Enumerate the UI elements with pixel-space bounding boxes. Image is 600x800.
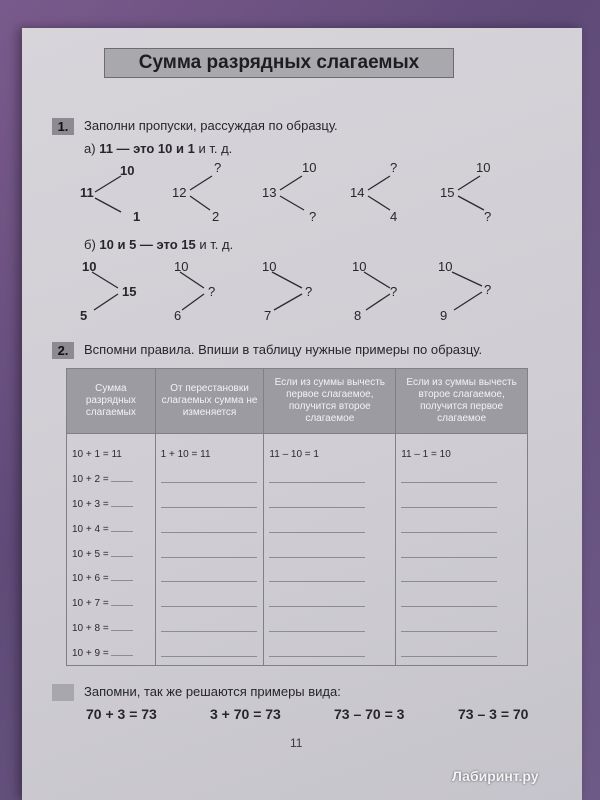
table-cell: 11 – 1 = 10 bbox=[396, 434, 528, 467]
tree-bottom: 2 bbox=[212, 209, 220, 224]
answer-blank[interactable] bbox=[161, 522, 257, 533]
row-expression: 10 + 5 = bbox=[72, 548, 109, 560]
table-cell bbox=[67, 640, 156, 665]
row-expression: 10 + 9 = bbox=[72, 647, 109, 659]
table-cell bbox=[396, 640, 528, 665]
answer-blank[interactable] bbox=[401, 621, 497, 632]
example-equation: 70 + 3 = 73 bbox=[86, 706, 157, 722]
table-cell bbox=[396, 616, 528, 641]
table-cell bbox=[155, 541, 264, 566]
answer-blank[interactable] bbox=[401, 547, 497, 558]
task3-number-badge bbox=[52, 684, 74, 701]
tree-top: 10 bbox=[262, 259, 277, 274]
task1a-example: 11 — это 10 и 1 bbox=[99, 141, 195, 156]
answer-blank[interactable] bbox=[401, 522, 497, 533]
task1-instruction: Заполни пропуски, рассуждая по образцу. bbox=[84, 118, 338, 133]
table-cell: 11 – 10 = 1 bbox=[264, 434, 396, 467]
table-cell bbox=[396, 541, 528, 566]
table-cell bbox=[396, 516, 528, 541]
tree-top: 10 bbox=[174, 259, 189, 274]
table-cell bbox=[155, 492, 264, 517]
table-header: Сумма разрядных слагаемых bbox=[67, 369, 156, 434]
task1b-line bbox=[84, 237, 233, 252]
answer-blank[interactable] bbox=[111, 473, 133, 482]
answer-blank[interactable] bbox=[401, 497, 497, 508]
tree-bottom: 9 bbox=[440, 308, 448, 323]
answer-blank[interactable] bbox=[161, 497, 257, 508]
answer-blank[interactable] bbox=[161, 646, 257, 657]
table-cell bbox=[67, 467, 156, 492]
tree-bottom: ? bbox=[309, 209, 317, 224]
tree-bottom: 8 bbox=[354, 308, 362, 323]
task2-instruction: Вспомни правила. Впиши в таблицу нужные примеры по образцу. bbox=[84, 342, 483, 357]
table-cell bbox=[155, 516, 264, 541]
table-row bbox=[67, 492, 528, 517]
answer-blank[interactable] bbox=[269, 547, 365, 558]
task1b-example-rest: и т. д. bbox=[199, 237, 234, 252]
answer-blank[interactable] bbox=[401, 596, 497, 607]
answer-blank[interactable] bbox=[269, 621, 365, 632]
task3-instruction: Запомни, так же решаются примеры вида: bbox=[84, 684, 341, 699]
task2-number: 2. bbox=[52, 342, 74, 359]
answer-blank[interactable] bbox=[111, 572, 133, 581]
answer-blank[interactable] bbox=[269, 522, 365, 533]
tree-top: ? bbox=[214, 160, 222, 175]
tree-result: ? bbox=[305, 284, 313, 299]
tree-top: 10 bbox=[302, 160, 317, 175]
table-cell bbox=[264, 516, 396, 541]
tree-center: 15 bbox=[440, 185, 455, 200]
answer-blank[interactable] bbox=[161, 621, 257, 632]
table-row bbox=[67, 516, 528, 541]
answer-blank[interactable] bbox=[111, 597, 133, 606]
task1b-label: б) bbox=[84, 237, 96, 252]
table-cell: 10 + 1 = 11 bbox=[67, 434, 156, 467]
example-equation: 73 – 3 = 70 bbox=[458, 706, 529, 722]
answer-blank[interactable] bbox=[111, 622, 133, 631]
table-header: Если из суммы вычесть второе слагаемое, получится первое слагаемое bbox=[396, 369, 528, 434]
tree-center: 11 bbox=[80, 185, 94, 200]
table-row bbox=[67, 434, 528, 467]
tree-bottom: 4 bbox=[390, 209, 398, 224]
task1a-label: а) bbox=[84, 141, 96, 156]
page-number: 11 bbox=[290, 736, 303, 750]
tree-bottom: ? bbox=[484, 209, 492, 224]
tree-top: 10 bbox=[438, 259, 453, 274]
table-row bbox=[67, 566, 528, 591]
table-row bbox=[67, 640, 528, 665]
table-row bbox=[67, 467, 528, 492]
row-expression: 10 + 4 = bbox=[72, 523, 109, 535]
table-cell bbox=[396, 492, 528, 517]
row-expression: 10 + 2 = bbox=[72, 474, 109, 486]
table-cell bbox=[155, 566, 264, 591]
tree-top: ? bbox=[390, 160, 398, 175]
tree-top: 10 bbox=[476, 160, 491, 175]
watermark-logo: Лабиринт.ру bbox=[452, 768, 539, 784]
answer-blank[interactable] bbox=[111, 647, 133, 656]
tree-top: 10 bbox=[352, 259, 367, 274]
table-cell bbox=[67, 541, 156, 566]
task1-number: 1. bbox=[52, 118, 74, 135]
tree-bottom: 5 bbox=[80, 308, 88, 323]
answer-blank[interactable] bbox=[401, 472, 497, 483]
answer-blank[interactable] bbox=[269, 596, 365, 607]
tree-bottom: 7 bbox=[264, 308, 272, 323]
tree-center: 13 bbox=[262, 185, 277, 200]
table-cell bbox=[396, 467, 528, 492]
table-cell bbox=[155, 467, 264, 492]
table-cell bbox=[396, 566, 528, 591]
tree-bottom: 6 bbox=[174, 308, 182, 323]
table-cell bbox=[264, 616, 396, 641]
table-cell: 1 + 10 = 11 bbox=[155, 434, 264, 467]
example-equation: 73 – 70 = 3 bbox=[334, 706, 405, 722]
answer-blank[interactable] bbox=[269, 497, 365, 508]
table-row bbox=[67, 616, 528, 641]
answer-blank[interactable] bbox=[269, 571, 365, 582]
tree-top: 10 bbox=[120, 163, 135, 178]
tree-bottom: 1 bbox=[133, 209, 141, 224]
row-expression: 10 + 6 = bbox=[72, 573, 109, 585]
answer-blank[interactable] bbox=[269, 646, 365, 657]
table-cell bbox=[155, 616, 264, 641]
tree-top: 10 bbox=[82, 259, 97, 274]
table-cell bbox=[67, 492, 156, 517]
task1a-example-rest: и т. д. bbox=[198, 141, 233, 156]
answer-blank[interactable] bbox=[161, 472, 257, 483]
table-cell bbox=[155, 640, 264, 665]
tree-center: 14 bbox=[350, 185, 365, 200]
rules-table bbox=[66, 368, 528, 666]
answer-blank[interactable] bbox=[161, 596, 257, 607]
tree-result: ? bbox=[208, 284, 216, 299]
tree-result: ? bbox=[484, 282, 492, 297]
table-header: Если из суммы вычесть первое слагаемое, получится второе слагаемое bbox=[264, 369, 396, 434]
table-header-row bbox=[67, 369, 528, 434]
answer-blank[interactable] bbox=[111, 548, 133, 557]
answer-blank[interactable] bbox=[269, 472, 365, 483]
answer-blank[interactable] bbox=[161, 547, 257, 558]
answer-blank[interactable] bbox=[401, 571, 497, 582]
table-cell bbox=[264, 640, 396, 665]
table-cell bbox=[67, 616, 156, 641]
row-expression: 10 + 3 = bbox=[72, 498, 109, 510]
row-expression: 10 + 8 = bbox=[72, 622, 109, 634]
answer-blank[interactable] bbox=[111, 523, 133, 532]
table-cell bbox=[67, 591, 156, 616]
table-cell bbox=[396, 591, 528, 616]
table-cell bbox=[155, 591, 264, 616]
table-row bbox=[67, 541, 528, 566]
table-cell bbox=[264, 467, 396, 492]
table-cell bbox=[264, 492, 396, 517]
tree-result: ? bbox=[390, 284, 398, 299]
row-expression: 10 + 7 = bbox=[72, 598, 109, 610]
table-cell bbox=[264, 591, 396, 616]
tree-center: 12 bbox=[172, 185, 187, 200]
table-header: От перестановки слагаемых сумма не изменяется bbox=[155, 369, 264, 434]
tree-result: 15 bbox=[122, 284, 137, 299]
table-cell bbox=[264, 541, 396, 566]
table-cell bbox=[264, 566, 396, 591]
table-cell bbox=[67, 516, 156, 541]
task1a-line bbox=[84, 141, 232, 156]
answer-blank[interactable] bbox=[111, 498, 133, 507]
task1b-example: 10 и 5 — это 15 bbox=[99, 237, 196, 252]
table-cell bbox=[67, 566, 156, 591]
answer-blank[interactable] bbox=[161, 571, 257, 582]
answer-blank[interactable] bbox=[401, 646, 497, 657]
example-equation: 3 + 70 = 73 bbox=[210, 706, 281, 722]
page-title: Сумма разрядных слагаемых bbox=[104, 48, 454, 78]
table-row bbox=[67, 591, 528, 616]
